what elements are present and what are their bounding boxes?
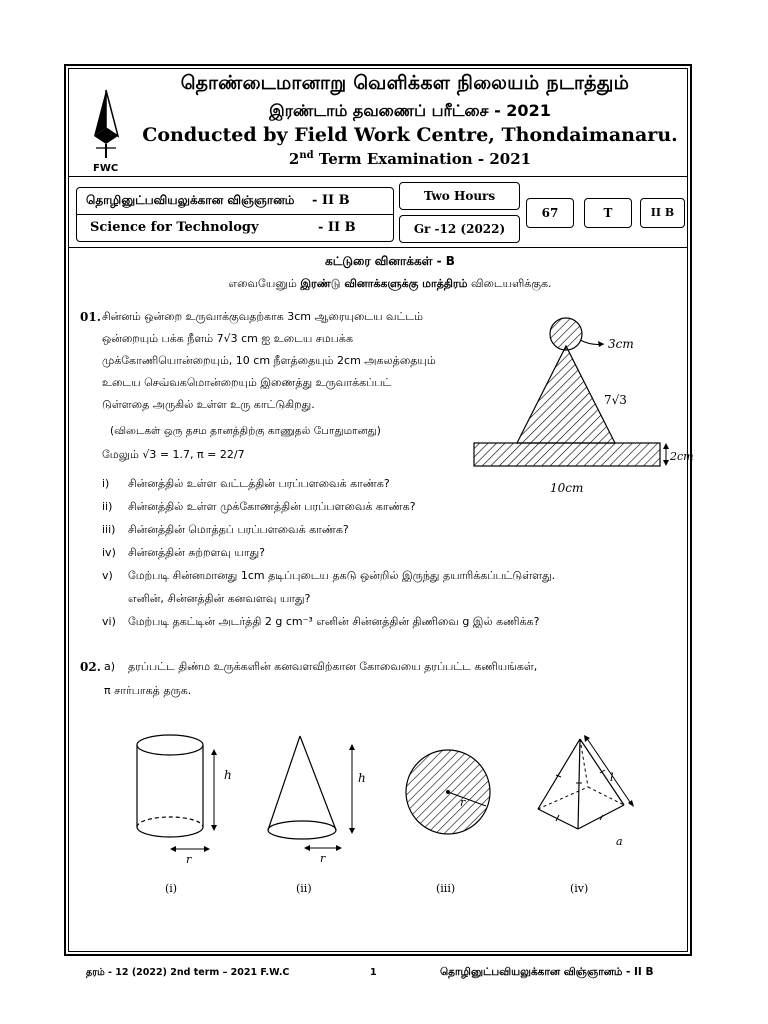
caption-ii: (ii)	[296, 882, 312, 895]
width-label: 2cm	[670, 450, 694, 463]
q1-part: vi) மேற்படி தகட்டின் அடர்த்தி 2 g cm⁻³ எனின் சின்னத்தின் திணிவை g இல் கணிக்க?	[102, 615, 540, 628]
q1-given: மேலும் √3 = 1.7, π = 22/7	[102, 448, 245, 461]
caption-iii: (iii)	[436, 882, 456, 895]
footer-page: 1	[370, 967, 377, 978]
q1-line: உடைய செவ்வகமொன்றையும் இணைத்து உருவாக்கப்பட்	[102, 376, 392, 389]
caption-iv: (iv)	[570, 882, 589, 895]
sphere-figure	[402, 748, 498, 844]
subject-box-divider	[76, 214, 394, 215]
cylinder-figure	[130, 725, 240, 865]
q1-line: ஒன்றையும் பக்க நீளம் 7√3 cm ஐ உடைய சமபக்க	[102, 332, 353, 345]
slant-label: l	[610, 771, 614, 784]
medium-box: T	[584, 198, 632, 228]
subject-tamil: தொழினுட்பவியலுக்கான விஞ்ஞானம்	[86, 193, 295, 207]
q1-emblem-figure	[468, 310, 698, 500]
footer-right: தொழினுட்பவியலுக்கான விஞ்ஞானம் - II B	[440, 966, 654, 978]
fwc-logo-icon	[84, 88, 128, 162]
height-label: h	[358, 771, 366, 785]
radius-label: r	[320, 852, 326, 865]
height-label: h	[224, 768, 232, 782]
length-label: 10cm	[550, 481, 584, 495]
header-title-english: Conducted by Field Work Centre, Thondaimanaru.	[142, 124, 678, 146]
q1-line: சின்னம் ஒன்றை உருவாக்குவதற்காக 3cm ஆரையுடைய வட்டம்	[102, 310, 423, 323]
q1-note: (விடைகள் ஒரு தசம தானத்திற்கு காணுதல் போதுமானது)	[110, 425, 381, 437]
paper-box: II B	[640, 198, 685, 228]
q1-line: முக்கோணியொன்றையும், 10 cm நீளத்தையும் 2cm அகலத்தையும்	[102, 354, 436, 367]
duration-box: Two Hours	[399, 182, 520, 210]
emblem-circle	[550, 318, 582, 350]
radius-label: r	[460, 796, 466, 809]
q2-part-label: a)	[104, 660, 116, 673]
q1-stem	[102, 306, 466, 416]
section-title: கட்டுரை வினாக்கள் - B	[325, 254, 455, 268]
q1-part: iv) சின்னத்தின் சுற்றளவு யாது?	[102, 546, 265, 559]
q1-number: 01.	[80, 310, 101, 324]
logo-label: FWC	[93, 163, 119, 174]
paper-tamil: - II B	[312, 193, 350, 208]
q2-number: 02.	[80, 660, 101, 674]
section-instruction: எவையேனும் இரண்டு வினாக்களுக்கு மாத்திரம் விடையளிக்குக.	[228, 277, 552, 290]
subject-english: Science for Technology	[90, 220, 259, 235]
q2-line2: π சார்பாகத் தருக.	[104, 684, 192, 697]
header-exam-tamil: இரண்டாம் தவணைப் பரீட்சை - 2021	[269, 101, 551, 120]
base-label: a	[616, 835, 623, 848]
paper-english: - II B	[318, 220, 356, 235]
q1-part: i) சின்னத்தில் உள்ள வட்டத்தின் பரப்பளவைக் காண்க?	[102, 477, 390, 490]
header-title-tamil: தொண்டைமானாறு வெளிக்கள நிலையம் நடாத்தும்	[180, 72, 630, 94]
q1-part: எனின், சின்னத்தின் கனவளவு யாது?	[128, 592, 311, 605]
q1-part: iii) சின்னத்தின் மொத்தப் பரப்பளவைக் காண்க?	[102, 523, 349, 536]
q2-line1: தரப்பட்ட திண்ம உருக்களின் கனவளவிற்கான கோவையை தரப்பட்ட கணியங்கள்,	[128, 660, 538, 673]
q1-line: டுள்ளதை அருகில் உள்ள உரு காட்டுகிறது.	[102, 398, 315, 411]
header-divider	[68, 176, 688, 177]
subject-divider	[68, 247, 688, 248]
emblem-triangle	[517, 346, 615, 443]
radius-label: r	[186, 853, 192, 865]
grade-box: Gr -12 (2022)	[399, 215, 520, 243]
radius-label: 3cm	[608, 337, 634, 351]
cone-figure	[260, 730, 370, 865]
footer-left: தரம் - 12 (2022) 2nd term – 2021 F.W.C	[86, 967, 290, 978]
code-box: 67	[526, 198, 574, 228]
emblem-rectangle	[474, 443, 660, 466]
q1-part: ii) சின்னத்தில் உள்ள முக்கோணத்தின் பரப்பளவைக் காண்க?	[102, 500, 416, 513]
pyramid-figure	[530, 725, 650, 855]
caption-i: (i)	[165, 882, 178, 895]
side-label: 7√3	[604, 393, 627, 407]
header-term: 2nd Term Examination - 2021	[288, 150, 532, 168]
q1-part: v) மேற்படி சின்னமானது 1cm தடிப்புடைய தகடு ஒன்றில் இருந்து தயாரிக்கப்பட்டுள்ளது.	[102, 569, 556, 582]
